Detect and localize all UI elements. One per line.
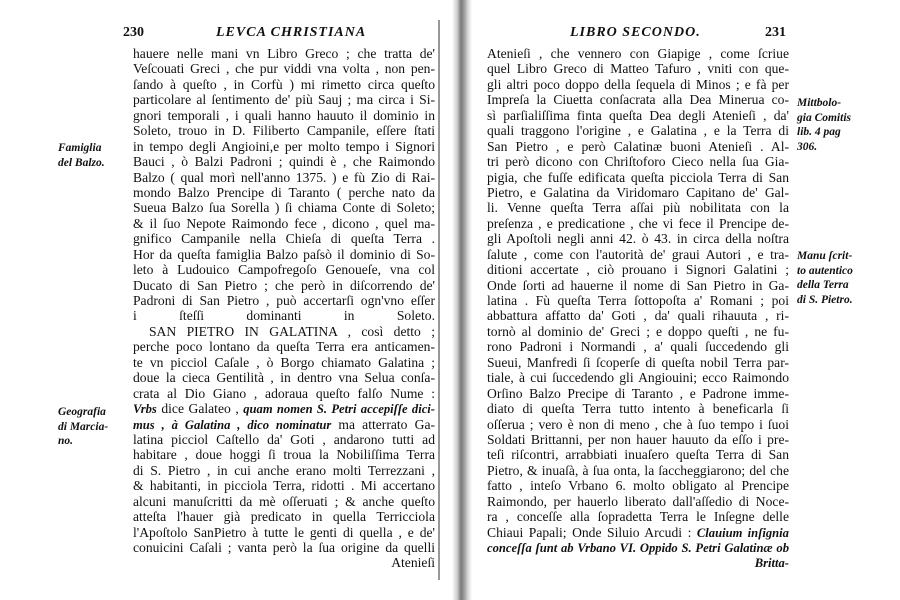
text-line: atteſta l'hauer già predicato in quella Terricciola — [133, 509, 435, 525]
margin-note — [797, 96, 851, 154]
text-line: preſenza , e predicatione , che vi fece il Prencipe de- — [487, 215, 789, 231]
text-line: tri però dicono con Chriſtoforo Cieco nella ſua Gia- — [487, 154, 789, 170]
italic-quote: mus , à Galatina , dico nominatur — [133, 417, 332, 432]
margin-note-line: di S. Pietro. — [797, 293, 853, 306]
text-line — [133, 417, 435, 432]
text-line: doue la cieca Gentilità , in dentro vna Selua conſa- — [133, 370, 435, 386]
text-line: abbattura affatto da' Goti , da' quali rihauuta , ri- — [487, 308, 789, 324]
margin-note-line: to autentico — [797, 264, 853, 277]
text-line: particolare al ſentimento de' più Sauj ; ma circa i Si- — [133, 92, 435, 108]
page-number: 231 — [765, 25, 786, 40]
text-line: hauere nelle mani vn Libro Greco ; che tratta de' — [133, 46, 435, 61]
text-line: diato di queſta Terra tutto intento à beneficarla ſi — [487, 401, 789, 417]
text-line: crata al Dio Giano , adoraua queſto falſo Nume : — [133, 385, 435, 401]
text-line — [133, 401, 435, 416]
text-line: SAN PIETRO IN GALATINA , così detto ; — [149, 323, 435, 339]
text-line: oſſerua ; vero è non di meno , che à ſuo tempo i ſuoi — [487, 416, 789, 432]
margin-note-line: no. — [58, 435, 74, 447]
text-line: perche poco lontano da queſta Terra era anticamen- — [133, 339, 435, 355]
text-line: fatto , inteſo Vrbano 6. molto obligato al Prencipe — [487, 478, 789, 494]
text-line: gnifico Campanile nella Chieſa di queſta Terra . — [133, 231, 435, 247]
text-line: Pietro, & inuaſà, à ſua onta, la ſaccheggiarono; del che — [487, 462, 789, 478]
margin-note — [58, 405, 108, 449]
text-segment: Chiaui Papali; Onde Siluio Arcudi : — [487, 524, 697, 540]
text-line: latina picciol Caſtello da' Goti , andarono tutti ad — [133, 431, 435, 447]
text-line: di S. Pietro , in cui anche erano molti Terrezzani , — [133, 462, 435, 478]
text-line: ra , conceſſe alla ſopradetta Terra le Inſegne delle — [487, 509, 789, 525]
italic-quote: Britta- — [754, 556, 789, 571]
text-line: Padroni di San Pietro , può accertarſi ogn'vno eſſer — [133, 293, 435, 308]
page-number: 230 — [123, 25, 144, 40]
text-line: ſalute , come con l'autorità de' graui Autori , e tra- — [487, 246, 789, 262]
text-line: & il ſuo Nepote Raimondo fece , dicono , quel ma- — [133, 215, 435, 231]
text-line: ſando à queſto , in Corfù ) mi rimetto circa queſto — [133, 76, 435, 92]
text-line: Sueui, Manfredi ſi ſcoperſe di queſta nobil Terra par- — [487, 354, 789, 370]
left-text-column — [133, 46, 435, 571]
text-line: alcuni manuſcritti da mè oſſeruati ; & anche queſto — [133, 493, 435, 509]
book-gutter — [452, 0, 472, 600]
margin-note-line: Famiglia — [58, 142, 102, 154]
margin-note-line: Mittbolo- — [797, 97, 842, 109]
text-line: Atenieſi — [391, 555, 435, 571]
running-title: LEVCA CHRISTIANA — [216, 25, 367, 40]
text-line: gnori temporali , i quali hanno hauuto il dominio in — [133, 107, 435, 123]
text-line: te vn picciol Caſale , ò Borgo chiamato Galatina ; — [133, 354, 435, 370]
text-line: latina . Fù queſta Terra ſottopoſta a' Romani ; poi — [487, 293, 789, 308]
text-segment: dice Galateo , — [156, 401, 244, 417]
text-line: quali traggono l'origine , e Galatina , e la Terra di — [487, 123, 789, 139]
italic-quote: conceſſa ſunt ab Vrbano VI. Oppido S. Petri Galatinæ ob — [487, 541, 789, 555]
text-line: Onde ſorti ad hauerne il nome di San Pietro in Ga- — [487, 277, 789, 293]
text-segment: ma atterrato Ga- — [331, 416, 436, 432]
text-line: ditioni accertate , ciò prouano i Signori Galatini ; — [487, 262, 789, 278]
text-line: tiale, à cui ſuccedendo gli Angiouini; ecco Raimondo — [487, 370, 789, 386]
text-line: gli altri poco doppo della ſequela di Minos ; e fà per — [487, 76, 789, 92]
text-line — [487, 540, 789, 555]
margin-note-line: di Marcia- — [58, 420, 109, 433]
text-line — [487, 525, 789, 540]
text-line: Hor da queſta famiglia Balzo paſsò il dominio di So- — [133, 246, 435, 262]
text-line: leto à Ludouico Campofregoſo Genoueſe, vna col — [133, 262, 435, 278]
page-edge-shadow — [438, 20, 440, 580]
text-line: & habitanti, in picciola Terra, ridotti . Mi accertano — [133, 478, 435, 494]
margin-note-line: gia Comitis — [797, 111, 851, 124]
text-line: i ſteſſi dominanti in Soleto. — [133, 308, 435, 324]
margin-note — [58, 141, 105, 170]
text-line: li. Venne queſta Terra aſſai più nobilitata con la — [487, 200, 789, 216]
text-line: Orſino Balzo Precipe di Taranto , e Padrone imme- — [487, 385, 789, 401]
text-line: l'Apoſtolo SanPietro à tutte le genti di quella , e de' — [133, 524, 435, 540]
text-line: rono Padroni i Normandi , a' quali ſuccedendo gli — [487, 339, 789, 355]
text-line: pigia, che fuſſe edificata queſta picciola Terra di San — [487, 169, 789, 185]
italic-quote: Clauium inſignia — [696, 525, 789, 540]
text-line: Veſcouati Greci , che pur viddi vna volta , non pen- — [133, 61, 435, 77]
margin-note-line: Geografia — [58, 406, 106, 418]
italic-quote: quam nomen S. Petri accepiſſe dici- — [243, 402, 435, 417]
margin-note-line: 306. — [797, 140, 818, 153]
text-line: San Pietro , e però Calatinæ buoni Atenieſi . Al- — [487, 138, 789, 154]
text-line — [487, 555, 789, 570]
text-line: Bauci , ò Balzi Padroni ; quindi è , che Raimondo — [133, 154, 435, 170]
margin-note — [797, 249, 853, 307]
running-title: LIBRO SECONDO. — [570, 25, 701, 40]
margin-note-line: lib. 4 pag — [797, 126, 841, 138]
text-line: Sueua Balzo ſua Sorella ) ſi chiama Conte di Soleto; — [133, 200, 435, 216]
margin-note-line: della Terra — [797, 279, 849, 291]
margin-note-line: Manu ſcrit- — [797, 250, 853, 262]
text-line: quel Libro Greco di Matteo Tafuro , vniti con que- — [487, 61, 789, 77]
text-line: Raimondo, per hauerlo liberato dall'aſſedio di Noce- — [487, 493, 789, 509]
text-line: Soldati Brittanni, per non hauer hauuto da eſſo i pre- — [487, 431, 789, 447]
text-line: Ducato di San Pietro ; che però in diſcorrendo de' — [133, 277, 435, 293]
right-text-column — [487, 46, 789, 571]
text-line: gli Apoſtoli negli anni 42. ò 43. in circa della noſtra — [487, 231, 789, 247]
text-line: in tempo degli Angioini,e per molto tempo i Signori — [133, 138, 435, 154]
text-line: Atenieſi , che vennero con Giapige , come ſcriue — [487, 46, 789, 61]
text-line: conuicini Caſali ; vanta però la ſua origine da quelli — [133, 540, 435, 555]
text-line: habitare , doue hoggi ſi troua la Nobiliſſima Terra — [133, 447, 435, 463]
text-line: Balzo ( qual morì nell'anno 1375. ) e fù Zio di Rai- — [133, 169, 435, 185]
text-line: Impreſa la Ciuetta conſacrata alla Dea Minerua co- — [487, 92, 789, 108]
text-line: tornò al dominio de' Greci ; e doppo queſti , ne fu- — [487, 323, 789, 339]
text-line: Pietro, e Galatina da Viridomaro Capitano de' Gal- — [487, 184, 789, 200]
text-line: teſi riſcontri, arrabbiati inuaſero queſta Terra di San — [487, 447, 789, 463]
text-line: mondo Balzo Prencipe di Taranto ( perche nato da — [133, 184, 435, 200]
italic-quote: Vrbs — [133, 402, 157, 417]
margin-note-line: del Balzo. — [58, 156, 105, 169]
text-line: Soleto, trouo in D. Filiberto Campanile, eſſere ſtati — [133, 123, 435, 139]
text-line: sì parſialiſſima finta queſta Dea degli Atenieſi , da' — [487, 107, 789, 123]
